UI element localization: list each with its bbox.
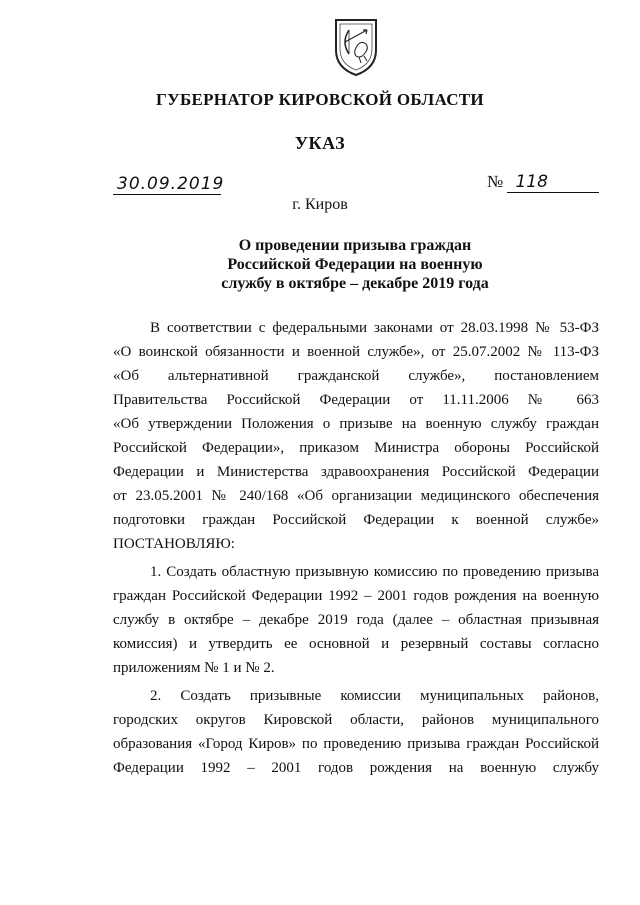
resolution-word: ПОСТАНОВЛЯЮ: xyxy=(113,536,235,552)
document-title xyxy=(0,236,640,293)
text-line: службу в октябре – декабре 2019 года (далее – областная призывная xyxy=(113,612,599,628)
item-1-paragraph xyxy=(113,560,599,680)
text-line: «Об альтернативной гражданской службе», постановлением xyxy=(113,368,599,384)
text-line: Правительства Российской Федерации от 11.11.2006 № 663 xyxy=(113,392,599,408)
preamble-paragraph xyxy=(113,316,599,556)
text-line: образования «Город Киров» по проведению призыва граждан Российской xyxy=(113,736,599,752)
text-line: 1. Создать областную призывную комиссию по проведению призыва xyxy=(150,564,599,580)
title-line: Российской Федерации на военную xyxy=(227,256,483,273)
document-type-heading: УКАЗ xyxy=(294,133,346,153)
number-label: № xyxy=(487,172,504,191)
text-line: «О воинской обязанности и военной службе», от 25.07.2002 № 113-ФЗ xyxy=(113,344,599,360)
document-body xyxy=(113,316,599,780)
document-number-block xyxy=(487,172,599,193)
organization-heading: ГУБЕРНАТОР КИРОВСКОЙ ОБЛАСТИ xyxy=(156,90,484,109)
title-line: О проведении призыва граждан xyxy=(238,237,472,254)
text-line: приложениям № 1 и № 2. xyxy=(113,660,275,676)
text-line: 2. Создать призывные комиссии муниципальных районов, xyxy=(150,688,599,704)
text-line: комиссия) и утвердить ее основной и резервный составы согласно xyxy=(113,636,599,652)
kirov-coat-of-arms-icon xyxy=(333,16,379,78)
text-line: В соответствии с федеральными законами от 28.03.1998 № 53-ФЗ xyxy=(150,320,599,336)
text-line: подготовки граждан Российской Федерации к военной службе» xyxy=(113,512,599,528)
item-2-paragraph xyxy=(113,684,599,780)
document-date: 30.09.2019 xyxy=(113,174,221,195)
city-line: г. Киров xyxy=(292,196,348,213)
text-line: «Об утверждении Положения о призыве на военную службу граждан xyxy=(113,416,599,432)
text-line: Российской Федерации», приказом Министра обороны Российской xyxy=(113,440,599,456)
title-line: службу в октябре – декабре 2019 года xyxy=(221,275,489,292)
document-number: 118 xyxy=(507,172,599,193)
text-line: Федерации и Министерства здравоохранения Российской Федерации xyxy=(113,464,599,480)
text-line: Федерации 1992 – 2001 годов рождения на военную службу xyxy=(113,760,599,776)
text-line: городских округов Кировской области, районов муниципального xyxy=(113,712,599,728)
text-line: граждан Российской Федерации 1992 – 2001 годов рождения на военную xyxy=(113,588,599,604)
text-line: от 23.05.2001 № 240/168 «Об организации медицинского обеспечения xyxy=(113,488,599,504)
